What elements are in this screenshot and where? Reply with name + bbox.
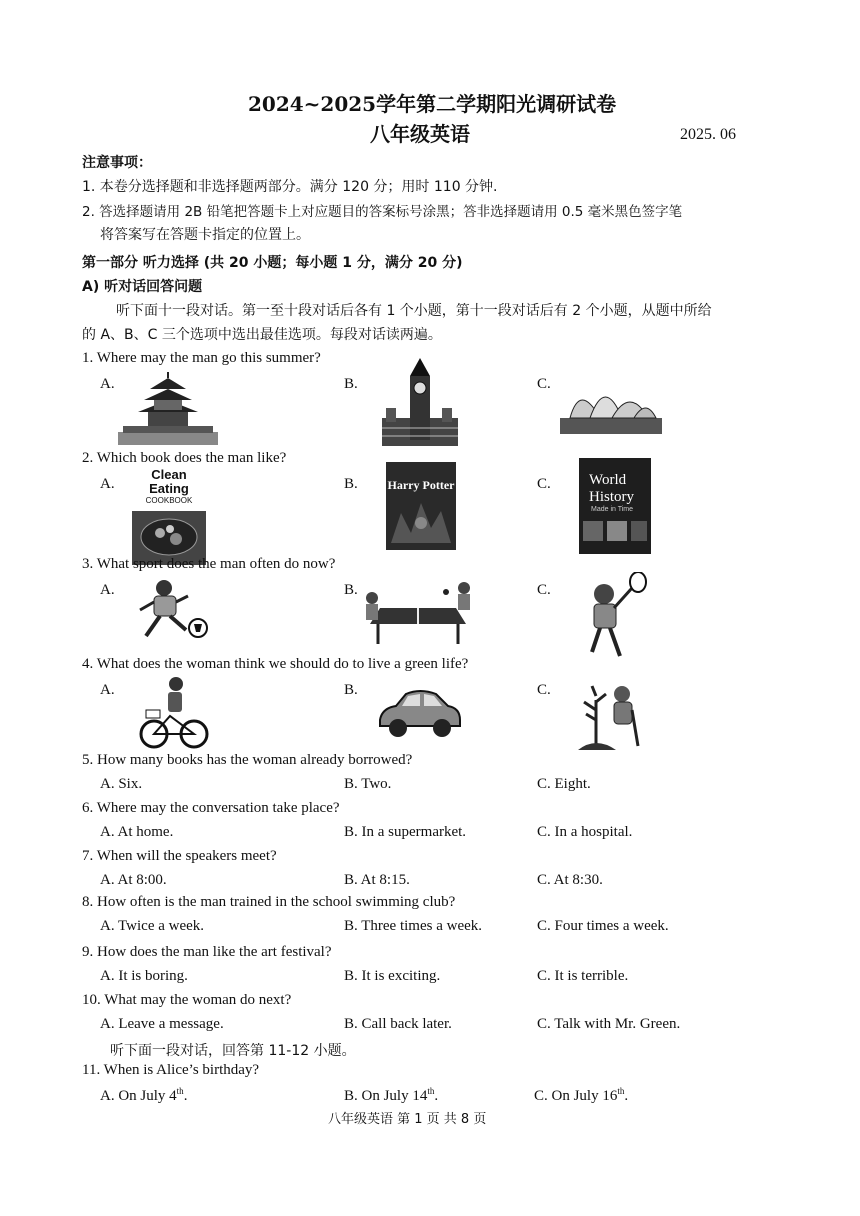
- q10-option-c[interactable]: C. Talk with Mr. Green.: [537, 1016, 681, 1032]
- sydney-opera-house-icon: [560, 372, 662, 434]
- page-footer: 八年级英语 第 1 页 共 8 页: [328, 1112, 487, 1127]
- part1-sub-a: A) 听对话回答问题: [82, 279, 203, 295]
- q5-option-a[interactable]: A. Six.: [100, 776, 143, 792]
- cookbook-subtitle: COOKBOOK: [145, 496, 193, 505]
- subject-title: 八年级英语: [370, 122, 470, 146]
- question-7: 7. When will the speakers meet?: [82, 848, 277, 864]
- q2-option-b[interactable]: B.: [344, 476, 358, 492]
- q11-option-c-end: .: [624, 1088, 629, 1104]
- exam-title: 2024~2025学年第二学期阳光调研试卷: [248, 92, 617, 116]
- question-10: 10. What may the woman do next?: [82, 992, 292, 1008]
- big-ben-icon: [382, 358, 458, 446]
- q8-option-c[interactable]: C. Four times a week.: [537, 918, 669, 934]
- q2-option-c[interactable]: C.: [537, 476, 551, 492]
- q4-option-c[interactable]: C.: [537, 682, 551, 698]
- q6-option-a[interactable]: A. At home.: [100, 824, 174, 840]
- castle-scene-icon: [386, 493, 456, 543]
- q11-option-b-end: .: [434, 1088, 439, 1104]
- q11-option-a-suffix: th: [176, 1086, 184, 1096]
- car-icon: [376, 684, 464, 740]
- q1-option-c[interactable]: C.: [537, 376, 551, 392]
- world-history-book-cover: [579, 458, 651, 554]
- q7-option-b[interactable]: B. At 8:15.: [344, 872, 410, 888]
- q11-option-b[interactable]: [344, 1086, 438, 1105]
- world-history-title-line2: History: [589, 489, 634, 505]
- temple-of-heaven-icon: [118, 370, 218, 445]
- q11-option-a[interactable]: [100, 1086, 187, 1105]
- question-5: 5. How many books has the woman already borrowed?: [82, 752, 413, 768]
- notice-item-2-line1: 2. 答选择题请用 2B 铅笔把答题卡上对应题目的答案标号涂黑；答非选择题请用 0.5 毫米黑色签字笔: [82, 204, 683, 220]
- q2-option-a[interactable]: A.: [100, 476, 115, 492]
- question-6: 6. Where may the conversation take place?: [82, 800, 340, 816]
- cookbook-title: Clean Eating: [149, 467, 189, 496]
- history-collage-icon: [579, 513, 651, 549]
- q9-option-b[interactable]: B. It is exciting.: [344, 968, 441, 984]
- q11-option-a-text: A. On July 4: [100, 1088, 177, 1104]
- q8-option-b[interactable]: B. Three times a week.: [344, 918, 483, 934]
- notice-item-1: 1. 本卷分选择题和非选择题两部分。满分 120 分；用时 110 分钟.: [82, 179, 498, 195]
- q7-option-a[interactable]: A. At 8:00.: [100, 872, 167, 888]
- exam-date: 2025. 06: [680, 126, 736, 143]
- q11-option-c-suffix: th: [617, 1086, 625, 1096]
- notice-heading: 注意事项：: [82, 155, 152, 171]
- question-11: 11. When is Alice’s birthday?: [82, 1062, 260, 1078]
- q11-option-a-end: .: [183, 1088, 188, 1104]
- q11-option-c[interactable]: [534, 1086, 628, 1105]
- question-8: 8. How often is the man trained in the school swimming club?: [82, 894, 456, 910]
- q6-option-b[interactable]: B. In a supermarket.: [344, 824, 467, 840]
- question-2: 2. Which book does the man like?: [82, 450, 287, 466]
- harry-potter-book-cover: [386, 462, 456, 550]
- q3-option-a[interactable]: A.: [100, 582, 115, 598]
- q4-option-a[interactable]: A.: [100, 682, 115, 698]
- cyclist-icon: [138, 676, 210, 750]
- cookbook-cover: [132, 468, 206, 552]
- world-history-title-line1: World: [589, 472, 627, 488]
- question-1: 1. Where may the man go this summer?: [82, 350, 321, 366]
- q7-option-c[interactable]: C. At 8:30.: [537, 872, 603, 888]
- q1-option-a[interactable]: A.: [100, 376, 115, 392]
- q11-option-c-text: C. On July 16: [534, 1088, 618, 1104]
- notice-item-2-line2: 将答案写在答题卡指定的位置上。: [100, 227, 310, 243]
- q11-option-b-suffix: th: [427, 1086, 435, 1096]
- world-history-subtitle: Made in Time: [591, 506, 634, 513]
- q8-option-a[interactable]: A. Twice a week.: [100, 918, 205, 934]
- q3-option-b[interactable]: B.: [344, 582, 358, 598]
- q1-option-b[interactable]: B.: [344, 376, 358, 392]
- q10-option-b[interactable]: B. Call back later.: [344, 1016, 452, 1032]
- q10-option-a[interactable]: A. Leave a message.: [100, 1016, 224, 1032]
- q5-option-b[interactable]: B. Two.: [344, 776, 392, 792]
- part1-heading: 第一部分 听力选择 (共 20 小题；每小题 1 分，满分 20 分): [82, 255, 463, 271]
- tree-planting-icon: [576, 680, 646, 750]
- harry-potter-title: Harry Potter: [387, 478, 455, 492]
- part1-instruction-line2: 的 A、B、C 三个选项中选出最佳选项。每段对话读两遍。: [82, 327, 442, 343]
- q9-option-c[interactable]: C. It is terrible.: [537, 968, 629, 984]
- q3-option-c[interactable]: C.: [537, 582, 551, 598]
- question-4: 4. What does the woman think we should do to live a green life?: [82, 656, 469, 672]
- q9-option-a[interactable]: A. It is boring.: [100, 968, 188, 984]
- q11-12-intro: 听下面一段对话，回答第 11-12 小题。: [110, 1043, 356, 1059]
- q6-option-c[interactable]: C. In a hospital.: [537, 824, 633, 840]
- part1-instruction-line1: 听下面十一段对话。第一至十段对话后各有 1 个小题，第十一段对话后有 2 个小题，从题中所给: [116, 303, 712, 319]
- question-9: 9. How does the man like the art festival?: [82, 944, 332, 960]
- q4-option-b[interactable]: B.: [344, 682, 358, 698]
- soccer-player-icon: [130, 578, 210, 646]
- q5-option-c[interactable]: C. Eight.: [537, 776, 591, 792]
- badminton-player-icon: [574, 572, 654, 664]
- question-3: 3. What sport does the man often do now?: [82, 556, 336, 572]
- q11-option-b-text: B. On July 14: [344, 1088, 428, 1104]
- table-tennis-icon: [360, 578, 476, 648]
